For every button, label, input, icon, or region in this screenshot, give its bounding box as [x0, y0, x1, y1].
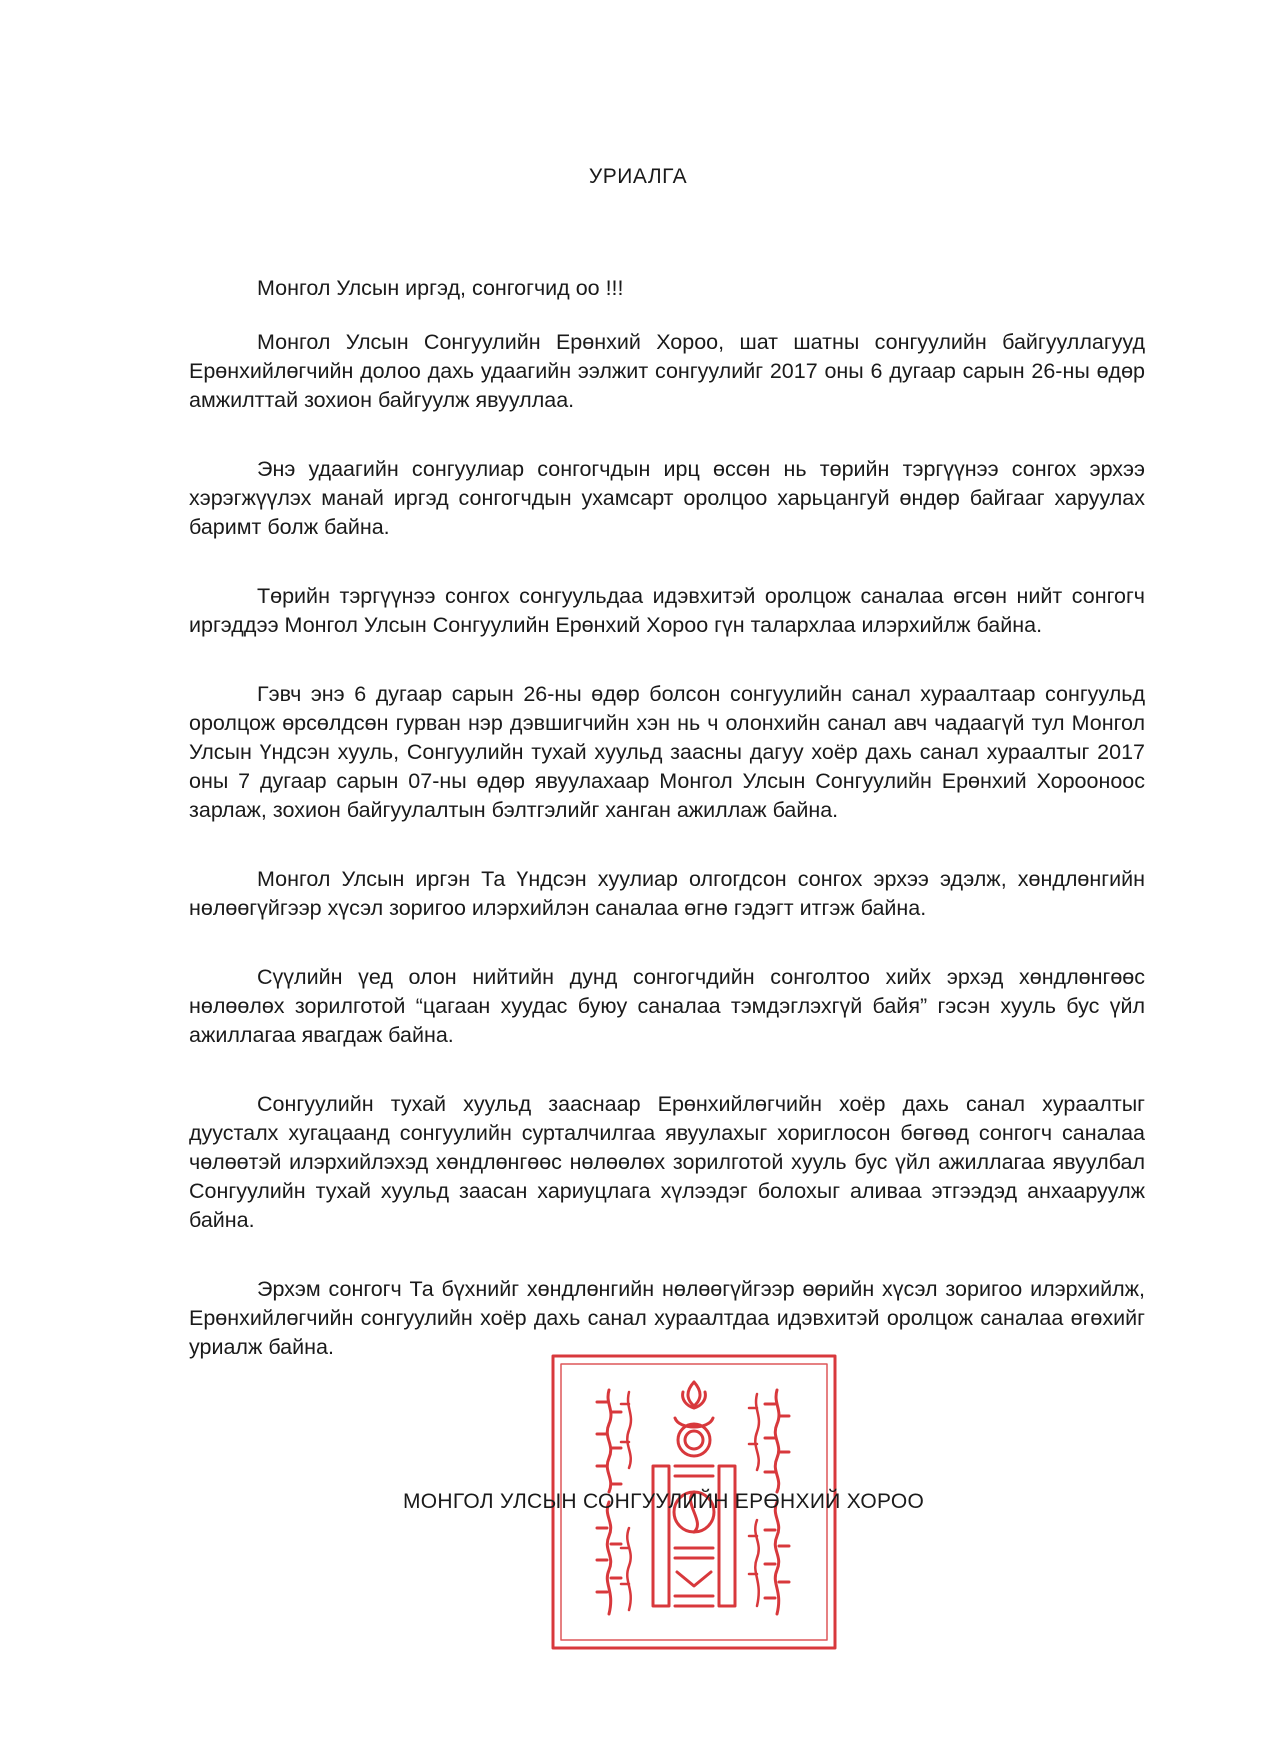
paragraph: Сонгуулийн тухай хуульд зааснаар Ерөнхийлөгчийн хоёр дахь санал хураалтыг дуусталх хугацаанд сонгуулийн сурталчилгаа явуулахыг хориглосон бөгөөд сонгогч саналаа чөлөөтэй илэрхийлэхэд хөндлөнгөөс нөлөөлөх зорилготой хууль бус үйл ажиллагаа явуулбал Сонгуулийн тухай хуульд заасан хариуцлага хүлээдэг болохыг аливаа этгээдэд анхааруулж байна. — [189, 1092, 1145, 1232]
paragraph: Сүүлийн үед олон нийтийн дунд сонгогчдийн сонголтоо хийх эрхэд хөндлөнгөөс нөлөөлөх зорилготой “цагаан хуудас буюу саналаа тэмдэглэхгүй байя” гэсэн хууль бус үйл ажиллагаа явагдаж байна. — [189, 965, 1145, 1047]
paragraph: Эрхэм сонгогч Та бүхнийг хөндлөнгийн нөлөөгүйгээр өөрийн хүсэл зоригоо илэрхийлж, Ерөнхийлөгчийн сонгуулийн хоёр дахь санал хураалтдаа идэвхитэй оролцож саналаа өгөхийг уриалж байна. — [189, 1277, 1145, 1359]
paragraph: Энэ удаагийн сонгуулиар сонгогчдын ирц өссөн нь төрийн тэргүүнээ сонгох эрхээ хэрэгжүүлэх манай иргэд сонгогчдын ухамсарт оролцоо харьцангуй өндөр байгааг харуулах баримт болж байна. — [189, 457, 1145, 539]
signature-block — [0, 1352, 1276, 1662]
greeting-line: Монгол Улсын иргэд, сонгогчид оо !!! — [257, 276, 624, 300]
document-body — [189, 328, 1145, 1402]
paragraph: Гэвч энэ 6 дугаар сарын 26-ны өдөр болсон сонгуулийн санал хураалтаар сонгуульд оролцож өрсөлдсөн гурван нэр дэвшигчийн хэн нь ч олонхийн санал авч чадаагүй тул Монгол Улсын Үндсэн хууль, Сонгуулийн тухай хуульд заасны дагуу хоёр дахь санал хураалтыг 2017 оны 7 дугаар сарын 07-ны өдөр явуулахаар Монгол Улсын Сонгуулийн Ерөнхий Хорооноос зарлаж, зохион байгуулалтын бэлтгэлийг ханган ажиллаж байна. — [189, 682, 1145, 822]
paragraph: Төрийн тэргүүнээ сонгох сонгуульдаа идэвхитэй оролцож саналаа өгсөн нийт сонгогч иргэддээ Монгол Улсын Сонгуулийн Ерөнхий Хороо гүн талархлаа илэрхийлж байна. — [189, 584, 1145, 637]
document-title: УРИАЛГА — [588, 165, 688, 188]
paragraph: Монгол Улсын Сонгуулийн Ерөнхий Хороо, шат шатны сонгуулийн байгууллагууд Ерөнхийлөгчийн долоо дахь удаагийн ээлжит сонгуулийг 2017 оны 6 дугаар сарын 26-ны өдөр амжилттай зохион байгуулж явууллаа. — [189, 330, 1145, 412]
signature-organization: МОНГОЛ УЛСЫН СОНГУУЛИЙН ЕРӨНХИЙ ХОРОО — [403, 1490, 925, 1513]
paragraph: Монгол Улсын иргэн Та Үндсэн хуулиар олгогдсон сонгох эрхээ эдэлж, хөндлөнгийн нөлөөгүйгээр хүсэл зоригоо илэрхийлэн саналаа өгнө гэдэгт итгэж байна. — [189, 867, 1145, 920]
